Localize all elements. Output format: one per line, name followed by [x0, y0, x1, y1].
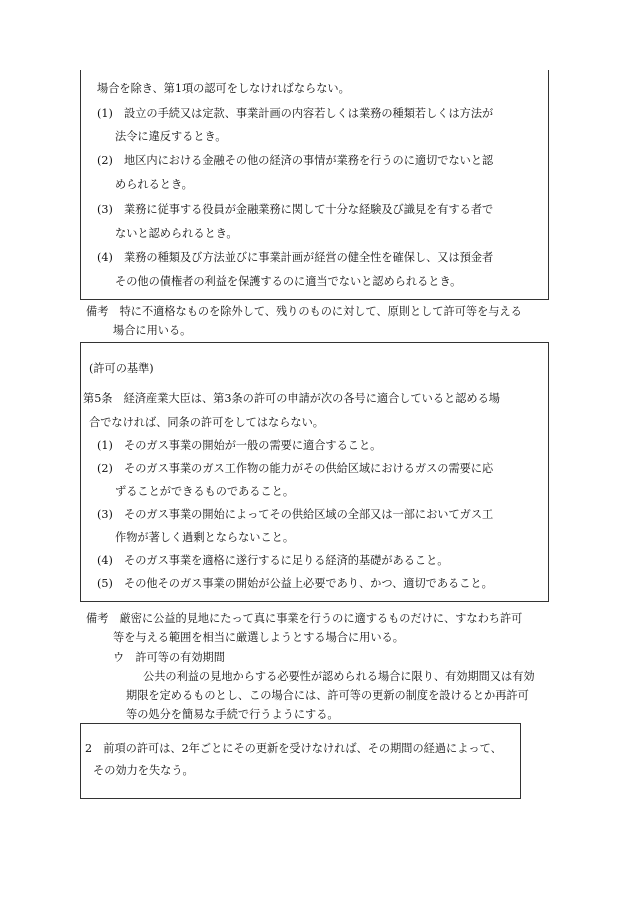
box3-line: その効力を失なう。 [93, 764, 194, 777]
box1-line: (4) 業務の種類及び方法並びに事業計画が経営の健全性を確保し、又は預金者 [97, 251, 494, 264]
subsection-heading: ウ 許可等の有効期間 [113, 651, 225, 664]
remark-text: 公共の利益の見地からする必要性が認められる場合に限り、有効期間又は有効 [143, 670, 535, 683]
box1-line: (3) 業務に従事する役員が金融業務に関して十分な経験及び識見を有する者で [97, 203, 494, 216]
article-title: 第5条 経済産業大臣は、第3条の許可の申請が次の各号に適合していると認める場 [83, 392, 500, 405]
box2-line: ずることができるものであること。 [115, 485, 295, 498]
box2-line: (5) その他そのガス事業の開始が公益上必要であり、かつ、適切であること。 [97, 577, 493, 590]
box2-line: (4) そのガス事業を適格に遂行するに足りる経済的基礎があること。 [97, 554, 449, 567]
box3-line: 2 前項の許可は、2年ごとにその更新を受けなければ、その期間の経過によって、 [85, 742, 502, 755]
box1-line: その他の債権者の利益を保護するのに適当でないと認められるとき。 [115, 275, 462, 288]
section-heading: (許可の基準) [89, 362, 154, 375]
box2-line: (1) そのガス事業の開始が一般の需要に適合すること。 [97, 439, 382, 452]
remark-text: 期限を定めるものとし、この場合には、許可等の更新の制度を設けるとか再許可 [126, 689, 529, 702]
box2-line: 作物が著しく過剰とならないこと。 [115, 531, 295, 544]
box1-line: 場合を除き、第1項の認可をしなければならない。 [97, 82, 350, 95]
remark-text: 備考 特に不適格なものを除外して、残りのものに対して、原則として許可等を与える [86, 305, 522, 318]
box2-line: 合でなければ、同条の許可をしてはならない。 [89, 416, 324, 429]
box1-line: (1) 設立の手続又は定款、事業計画の内容若しくは業務の種類若しくは方法が [97, 107, 494, 120]
box2-line: (2) そのガス事業のガス工作物の能力がその供給区域におけるガスの需要に応 [97, 462, 494, 475]
remark-text: 場合に用いる。 [113, 324, 192, 337]
remark-text: 備考 厳密に公益的見地にたって真に事業を行うのに適するものだけに、すなわち許可 [86, 612, 523, 625]
remark-text: 等の処分を簡易な手続で行うようにする。 [126, 708, 339, 721]
box1-line: (2) 地区内における金融その他の経済の事情が業務を行うのに適切でないと認 [97, 154, 494, 167]
box1-line: ないと認められるとき。 [115, 227, 238, 240]
statute-box-continued [80, 70, 549, 300]
box1-line: 法令に違反するとき。 [115, 130, 227, 143]
statute-box-renewal [80, 723, 521, 799]
box2-line: (3) そのガス事業の開始によってその供給区域の全部又は一部においてガス工 [97, 508, 494, 521]
box1-line: められるとき。 [115, 178, 193, 191]
remark-text: 等を与える範囲を相当に厳選しようとする場合に用いる。 [113, 631, 404, 644]
statute-box-article5 [80, 342, 549, 602]
